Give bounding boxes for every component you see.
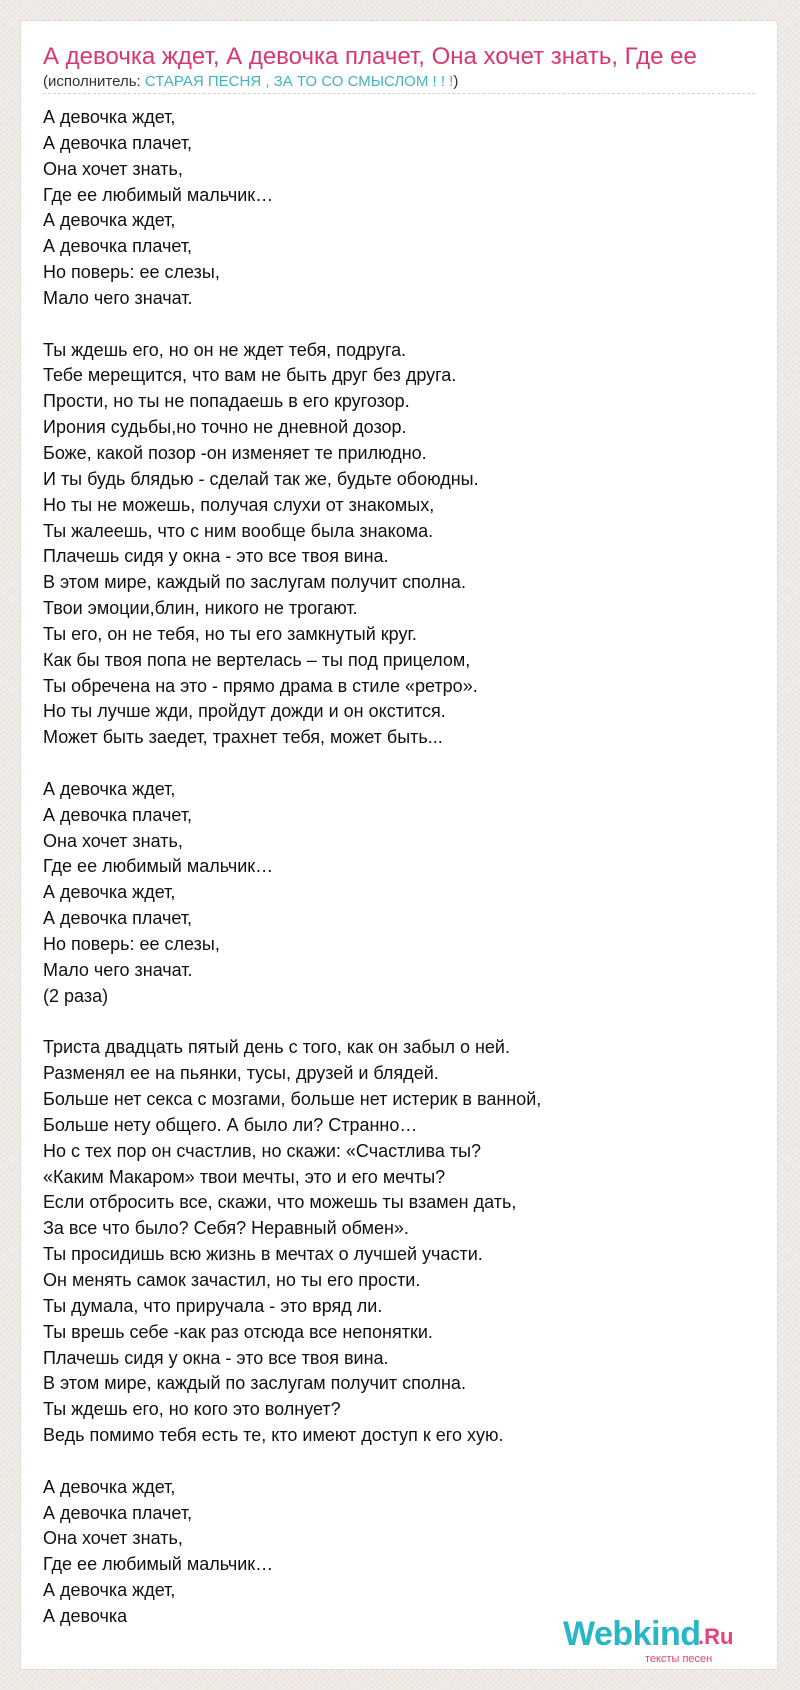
logo-wordmark: Webkind [563,1615,701,1653]
artist-prefix: (исполнитель: [43,73,145,90]
title-divider [43,93,755,94]
logo-tagline: тексты песен [645,1653,713,1665]
artist-link[interactable]: СТАРАЯ ПЕСНЯ , ЗА ТО СО СМЫСЛОМ ! ! ! [144,73,454,90]
artist-suffix: ) [453,73,459,90]
lyrics-text: А девочка ждет, А девочка плачет, Она хочет знать, Где ее любимый мальчик… А девочка ждет, А девочка плачет, Но поверь: ее слезы, Мало чего значат. Ты ждешь его, но он не ждет тебя, подруга. Тебе мерещится, что вам не быть друг без друга. Прости, но ты не попадаешь в его кругозор. Ирония судьбы,но точно не дневной дозор. Боже, какой позор -он изменяет те прилюдно. И ты будь блядью - сделай так же, будьте обоюдны. Но ты не можешь, получая слухи от знакомых, Ты жалеешь, что с ним вообще была знакома. Плачешь сидя у окна - это все твоя вина. В этом мире, каждый по заслугам получит сполна. Твои эмоции,блин, никого не трогают. Ты его, он не тебя, но ты его замкнутый круг. Как бы твоя попа не вертелась – ты под прицелом, Ты обречена на это - прямо драма в стиле «ретро». Но ты лучше жди, пройдут дожди и он окстится. Может быть заедет, трахнет тебя, может быть... А девочка ждет, А девочка плачет, Она хочет знать, Где ее любимый мальчик… А девочка ждет, А девочка плачет, Но поверь: ее слезы, Мало чего значат. (2 раза) Триста двадцать пятый день с того, как он забыл о ней. Разменял ее на пьянки, тусы, друзей и блядей. Больше нет секса с мозгами, больше нет истерик в ванной, Больше нету общего. А было ли? Странно… Но с тех пор он счастлив, но скажи: «Счастлива ты? «Каким Макаром» твои мечты, это и его мечты? Если отбросить все, скажи, что можешь ты взамен дать, За все что было? Себя? Неравный обмен». Ты просидишь всю жизнь в мечтах о лучшей участи. Он менять самок зачастил, но ты его прости. Ты думала, что приручала - это вряд ли. Ты врешь себе -как раз отсюда все непонятки. Плачешь сидя у окна - это все твоя вина. В этом мире, каждый по заслугам получит сполна. Ты ждешь его, но кого это волнует? Ведь помимо тебя есть те, кто имеют доступ к его хую. А девочка ждет, А девочка плачет, Она хочет знать, Где ее любимый мальчик… А девочка ждет, А девочка [43,107,542,1626]
artist-line [43,73,458,91]
lyrics-card [20,20,778,1670]
logo-domain: .Ru [698,1624,734,1649]
webkind-logo [563,1614,748,1670]
song-title: А девочка ждет, А девочка плачет, Она хочет знать, Где ее [43,43,697,70]
